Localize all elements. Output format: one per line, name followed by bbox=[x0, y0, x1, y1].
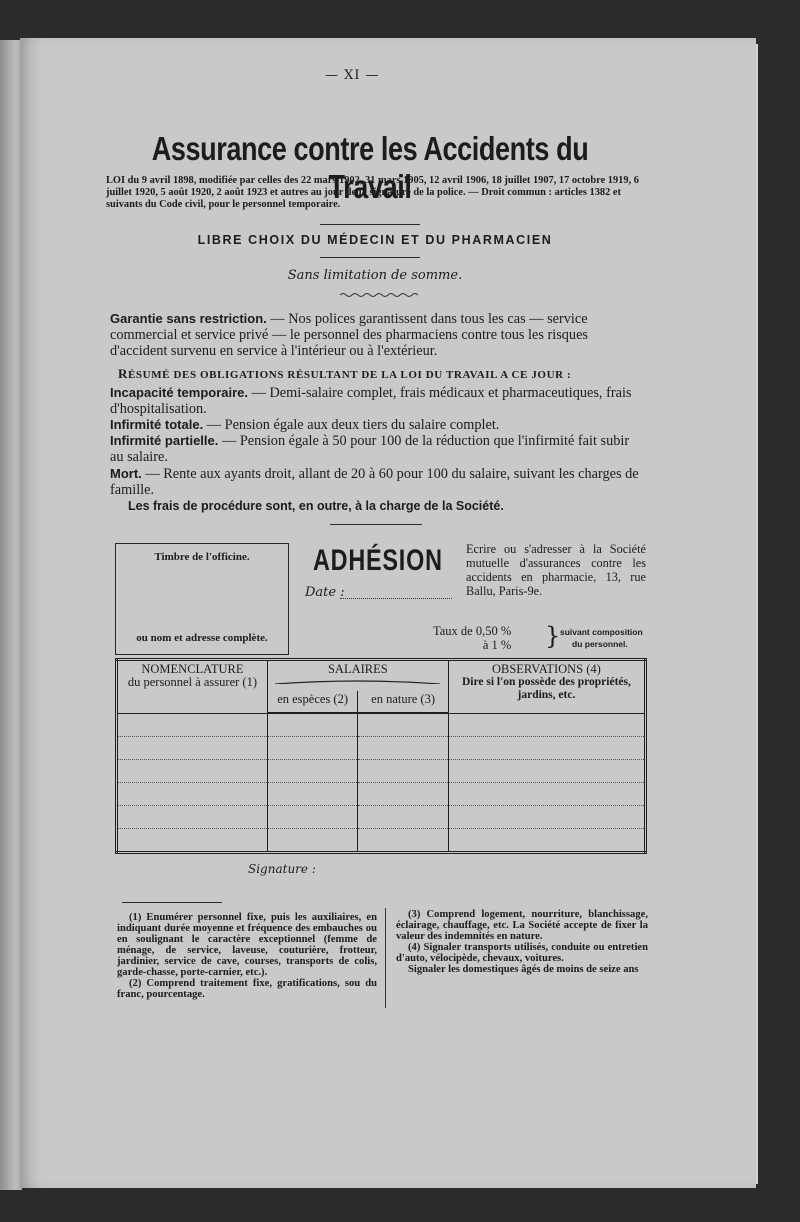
table-cell[interactable] bbox=[358, 760, 449, 783]
table-row bbox=[117, 737, 646, 760]
col-header-title: SALAIRES bbox=[327, 662, 388, 676]
footnotes-right bbox=[396, 909, 648, 975]
subheading: Sans limitation de somme. bbox=[287, 268, 463, 283]
obligation-label: Incapacité temporaire. bbox=[110, 385, 248, 400]
table-cell[interactable] bbox=[117, 760, 268, 783]
stamp-box-label: Timbre de l'officine. bbox=[154, 551, 250, 563]
col-header-subtitle: Dire si l'on possède des propriétés, jardins, etc. bbox=[461, 676, 631, 701]
book-spine bbox=[0, 40, 22, 1190]
summary-heading-initial: R bbox=[118, 366, 128, 381]
wavy-ornament bbox=[340, 292, 418, 298]
obligation-label: Mort. bbox=[110, 466, 142, 481]
brace-icon: } bbox=[545, 622, 561, 650]
guarantee-text: — Nos polices garantissent dans tous les cas — service commercial et service privé — le personnel des pharmaciens contre tous les risques d'accident survenu en service à l'intérieur ou à l'extérieur. bbox=[110, 311, 588, 359]
table-cell[interactable] bbox=[267, 783, 358, 806]
rate-line: Taux de 0,50 % bbox=[433, 624, 512, 638]
obligation-text: — Demi-salaire complet, frais médicaux et pharmaceutiques, frais d'hospitalisation. bbox=[110, 385, 632, 417]
rate-info bbox=[433, 624, 511, 652]
divider bbox=[320, 257, 420, 258]
page-title: Assurance contre les Accidents du Travail bbox=[151, 130, 589, 205]
procedure-costs-note: Les frais de procédure sont, en outre, à la charge de la Société. bbox=[128, 499, 504, 513]
obligation-item bbox=[110, 433, 645, 465]
page-number: — XI — bbox=[325, 68, 380, 83]
footnote-divider bbox=[385, 908, 386, 1008]
col-header-subtitle: du personnel à assurer (1) bbox=[127, 675, 257, 689]
col-header-nature: en nature (3) bbox=[358, 691, 449, 713]
obligation-label: Infirmité partielle. bbox=[110, 433, 219, 448]
table-cell[interactable] bbox=[448, 806, 645, 829]
table-cell[interactable] bbox=[448, 737, 645, 760]
col-header-observations bbox=[448, 660, 645, 714]
table-cell[interactable] bbox=[117, 783, 268, 806]
table-cell[interactable] bbox=[448, 829, 645, 853]
footnotes-left bbox=[117, 912, 377, 1000]
table-row bbox=[117, 806, 646, 829]
table-cell[interactable] bbox=[448, 713, 645, 737]
col-header-title: NOMENCLATURE bbox=[141, 662, 244, 676]
personnel-table bbox=[115, 658, 647, 854]
summary-heading-text: ÉSUMÉ DES OBLIGATIONS RÉSULTANT DE LA LOI DU TRAVAIL A CE JOUR : bbox=[128, 369, 572, 381]
footnote: (2) Comprend traitement fixe, gratifications, sou du franc, pourcentage. bbox=[117, 978, 377, 1000]
table-cell[interactable] bbox=[117, 806, 268, 829]
rate-line: à 1 % bbox=[482, 638, 512, 652]
section-heading: LIBRE CHOIX DU MÉDECIN ET DU PHARMACIEN bbox=[197, 233, 553, 247]
table-cell[interactable] bbox=[267, 737, 358, 760]
obligation-text: — Pension égale aux deux tiers du salaire complet. bbox=[203, 417, 500, 433]
footnote: Signaler les domestiques âgés de moins de seize ans bbox=[408, 964, 639, 975]
col-header-salaires bbox=[267, 660, 448, 692]
table-cell[interactable] bbox=[448, 783, 645, 806]
brace-line bbox=[275, 680, 440, 684]
col-header-nomenclature bbox=[117, 660, 268, 714]
col-header-especes: en espèces (2) bbox=[267, 691, 358, 713]
obligation-item bbox=[110, 466, 645, 498]
footnote: (4) Signaler transports utilisés, conduite ou entretien d'auto, vélocipède, chevaux, voitures. bbox=[396, 942, 648, 964]
date-field[interactable] bbox=[340, 598, 452, 599]
table-row bbox=[117, 829, 646, 853]
rate-note bbox=[560, 626, 643, 650]
rate-note-line: suivant composition bbox=[560, 627, 643, 637]
footnote-rule bbox=[122, 902, 222, 903]
table-cell[interactable] bbox=[117, 713, 268, 737]
footnote: (1) Enumérer personnel fixe, puis les auxiliaires, en indiquant durée moyenne et fréquence des embauches ou en soulignant le caractère exceptionnel (femme de ménage, de service, laveuse, couturière, frotteur, jardinier, service de cave, courses, transports de colis, garde-chasse, porte-carnier, etc.). bbox=[117, 912, 377, 978]
table-cell[interactable] bbox=[358, 737, 449, 760]
law-reference: LOI du 9 avril 1898, modifiée par celles des 22 mars 1902, 31 mars 1905, 12 avril 1906, 18 juillet 1907, 17 octobre 1919, 6 juillet 1920, 5 août 1920, 2 août 1923 et autres au jour de la signature de la police. — Droit commun : articles 1382 et suivants du Code civil, pour le personnel temporaire. bbox=[106, 175, 639, 210]
table-cell[interactable] bbox=[448, 760, 645, 783]
obligation-text: — Pension égale à 50 pour 100 de la réduction que l'infirmité fait subir au salaire. bbox=[110, 433, 630, 465]
footnote: (3) Comprend logement, nourriture, blanchissage, éclairage, chauffage, etc. La Société accepte de fixer la valeur des indemnités en nature. bbox=[396, 909, 648, 942]
table-cell[interactable] bbox=[358, 806, 449, 829]
table-row bbox=[117, 760, 646, 783]
obligation-label: Infirmité totale. bbox=[110, 417, 204, 432]
col-header-title: OBSERVATIONS (4) bbox=[491, 662, 601, 676]
obligation-item bbox=[110, 417, 645, 433]
date-label: Date : bbox=[305, 585, 345, 600]
table-cell[interactable] bbox=[358, 713, 449, 737]
form-title: ADHÉSION bbox=[313, 544, 443, 577]
table-cell[interactable] bbox=[267, 806, 358, 829]
divider bbox=[320, 224, 420, 225]
table-cell[interactable] bbox=[267, 713, 358, 737]
divider bbox=[330, 524, 422, 525]
table-cell[interactable] bbox=[358, 783, 449, 806]
signature-label: Signature : bbox=[248, 862, 316, 876]
stamp-box-caption: ou nom et adresse complète. bbox=[136, 632, 268, 644]
table-cell[interactable] bbox=[358, 829, 449, 853]
table-cell[interactable] bbox=[267, 760, 358, 783]
guarantee-label: Garantie sans restriction. bbox=[110, 311, 267, 326]
rate-note-line: du personnel. bbox=[572, 639, 628, 649]
stamp-box[interactable] bbox=[115, 543, 289, 655]
obligation-item bbox=[110, 385, 645, 417]
table-cell[interactable] bbox=[117, 737, 268, 760]
table-row bbox=[117, 783, 646, 806]
table-cell[interactable] bbox=[117, 829, 268, 853]
summary-heading bbox=[118, 366, 571, 382]
table-cell[interactable] bbox=[267, 829, 358, 853]
guarantee-paragraph bbox=[110, 311, 645, 359]
contact-address: Ecrire ou s'adresser à la Société mutuelle d'assurances contre les accidents en pharmacie, 13, rue Ballu, Paris-9e. bbox=[466, 542, 646, 598]
obligation-text: — Rente aux ayants droit, allant de 20 à 60 pour 100 du salaire, suivant les charges de famille. bbox=[110, 466, 639, 498]
table-row bbox=[117, 713, 646, 737]
